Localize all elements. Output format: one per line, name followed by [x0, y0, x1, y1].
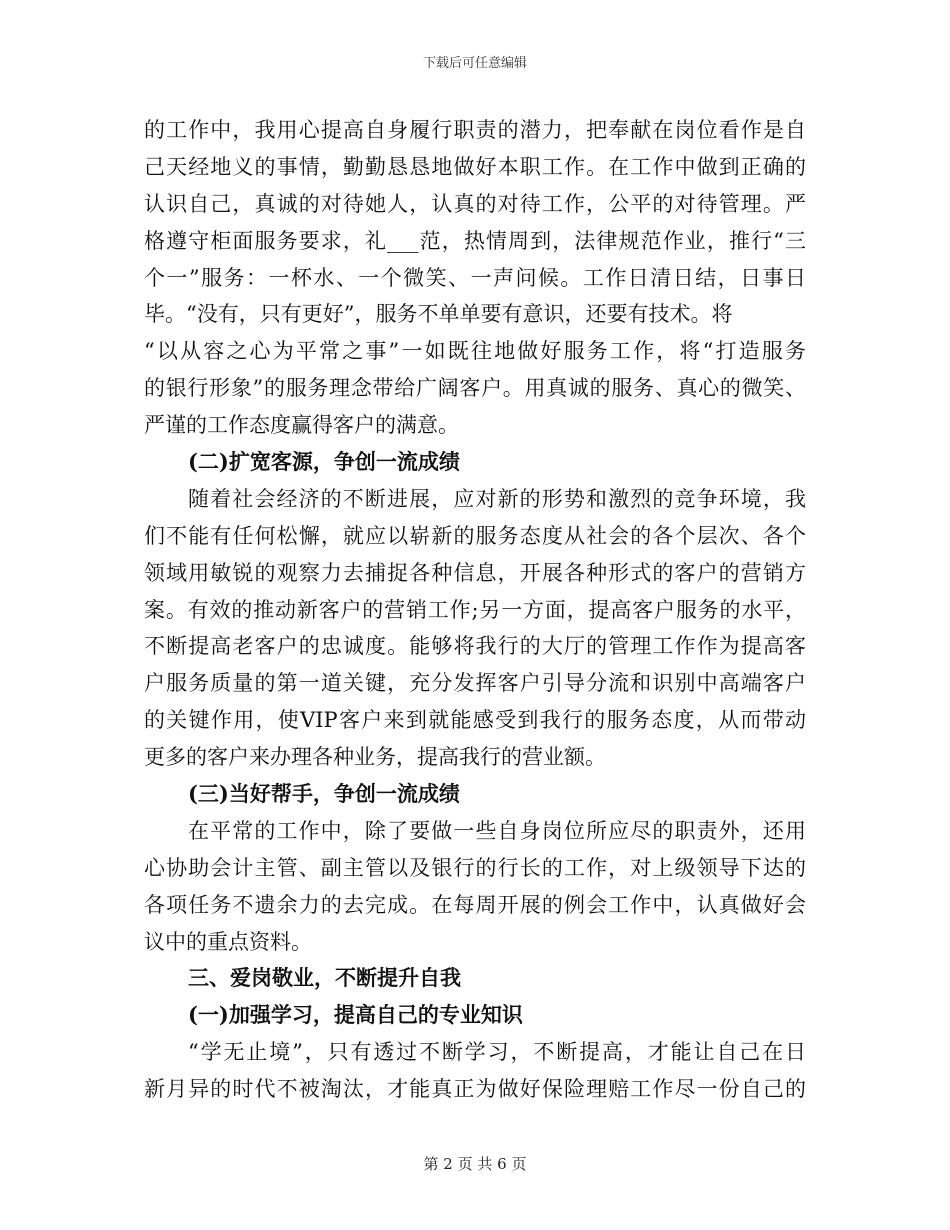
section-heading: (二)扩宽客源，争创一流成绩 [188, 449, 460, 475]
page-indicator: 第 2 页 共 6 页 [423, 1155, 527, 1173]
section-heading: (三)当好帮手，争创一流成绩 [188, 781, 460, 807]
body-line: 的银行形象”的服务理念带给广阔客户。用真诚的服务、真心的微笑、 [144, 376, 806, 401]
body-line: “以从容之心为平常之事”一如既往地做好服务工作，将“打造服务 [144, 339, 806, 364]
body-line: 格遵守柜面服务要求，礼___范，热情周到，法律规范作业，推行“三 [144, 228, 806, 253]
body-line: 的工作中，我用心提高自身履行职责的潜力，把奉献在岗位看作是自 [144, 118, 806, 142]
body-line: 新月异的时代不被淘汰，才能真正为做好保险理赔工作尽一份自己的 [144, 1077, 806, 1102]
body-line: 严谨的工作态度赢得客户的满意。 [144, 413, 459, 438]
body-line: 议中的重点资料。 [144, 929, 312, 954]
body-line: 各项任务不遗余力的去完成。在每周开展的例会工作中，认真做好会 [144, 892, 806, 917]
body-line: 领域用敏锐的观察力去捕捉各种信息，开展各种形式的客户的营销方 [144, 560, 806, 585]
document-body [144, 112, 806, 1108]
body-line: “学无止境”，只有透过不断学习，不断提高，才能让自己在日 [188, 1040, 806, 1065]
body-line: 不断提高老客户的忠诚度。能够将我行的大厅的管理工作作为提高客 [144, 634, 806, 659]
body-line: 随着社会经济的不断进展，应对新的形势和激烈的竞争环境，我 [188, 486, 806, 511]
body-line: 个一”服务：一杯水、一个微笑、一声问候。工作日清日结，日事日 [144, 265, 806, 290]
body-line: 心协助会计主管、副主管以及银行的行长的工作，对上级领导下达的 [144, 855, 806, 880]
body-line: 己天经地义的事情，勤勤恳恳地做好本职工作。在工作中做到正确的 [144, 154, 806, 179]
page-header-note: 下载后可任意编辑 [422, 56, 527, 71]
body-line: 在平常的工作中，除了要做一些自身岗位所应尽的职责外，还用 [188, 818, 806, 843]
body-line: 案。有效的推动新客户的营销工作;另一方面，提高客户服务的水平， [144, 597, 806, 622]
body-line: 户服务质量的第一道关键，充分发挥客户引导分流和识别中高端客户 [144, 671, 806, 696]
section-heading: (一)加强学习，提高自己的专业知识 [188, 1002, 523, 1028]
chapter-heading: 三、爱岗敬业，不断提升自我 [188, 965, 461, 991]
body-line: 们不能有任何松懈，就应以崭新的服务态度从社会的各个层次、各个 [144, 523, 806, 548]
body-line: 毕。“没有，只有更好”，服务不单单要有意识，还要有技术。将 [144, 302, 733, 327]
body-line: 的关键作用，使VIP客户来到就能感受到我行的服务态度，从而带动 [144, 708, 806, 733]
body-line: 认识自己，真诚的对待她人，认真的对待工作，公平的对待管理。严 [144, 191, 806, 216]
body-line: 更多的客户来办理各种业务，提高我行的营业额。 [144, 745, 606, 770]
